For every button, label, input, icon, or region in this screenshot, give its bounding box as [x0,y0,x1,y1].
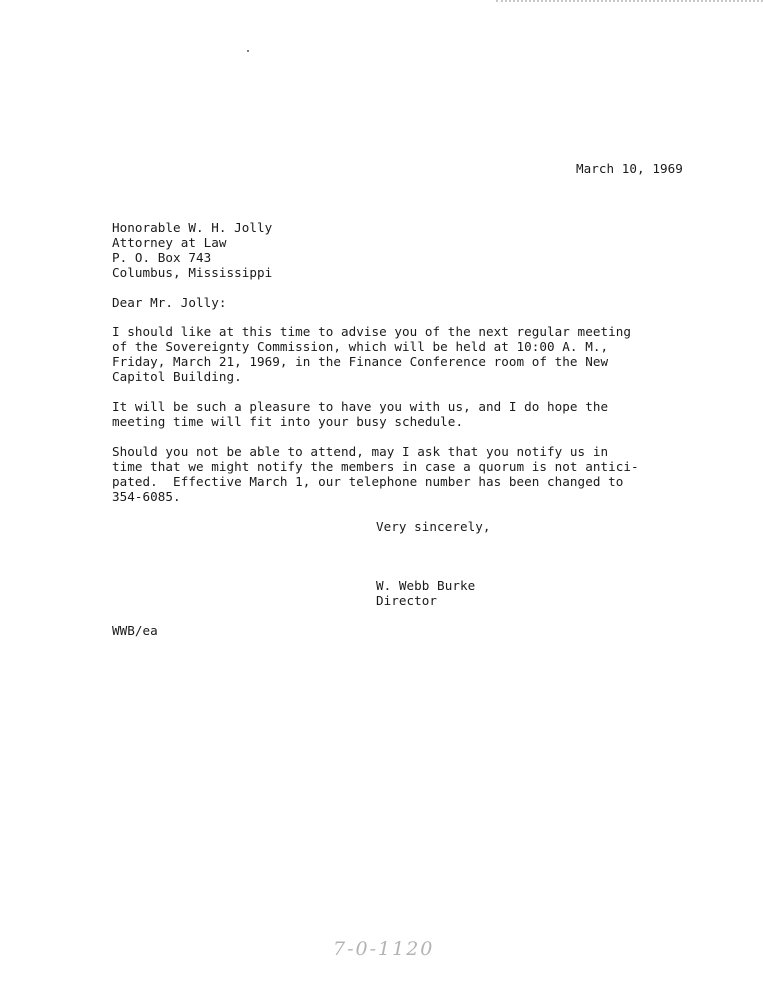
recipient-line-4: Columbus, Mississippi [112,265,273,280]
recipient-line-3: P. O. Box 743 [112,250,212,265]
closing: Very sincerely, [376,519,491,534]
salutation: Dear Mr. Jolly: [112,295,227,310]
signer-name: W. Webb Burke [376,578,476,593]
paragraph-1-line-4: Capitol Building. [112,369,242,384]
top-edge-dotted-line [496,0,763,5]
paper-speck [247,50,249,52]
recipient-line-1: Honorable W. H. Jolly [112,220,273,235]
paragraph-3-line-4: 354-6085. [112,489,181,504]
signer-title: Director [376,593,438,608]
paragraph-2-line-1: It will be such a pleasure to have you with us, and I do hope the [112,399,609,414]
paragraph-3-line-3: pated. Effective March 1, our telephone number has been changed to [112,474,624,489]
paragraph-1-line-1: I should like at this time to advise you of the next regular meeting [112,324,631,339]
paragraph-2-line-2: meeting time will fit into your busy schedule. [112,414,464,429]
paragraph-3-line-2: time that we might notify the members in case a quorum is not antici- [112,459,639,474]
paragraph-1-line-3: Friday, March 21, 1969, in the Finance Conference room of the New [112,354,609,369]
typist-initials: WWB/ea [112,623,158,638]
paragraph-3-line-1: Should you not be able to attend, may I ask that you notify us in [112,444,609,459]
file-number-stamp: 7-0-1120 [333,938,435,960]
recipient-line-2: Attorney at Law [112,235,227,250]
letter-date: March 10, 1969 [576,161,683,176]
paragraph-1-line-2: of the Sovereignty Commission, which will be held at 10:00 A. M., [112,339,609,354]
